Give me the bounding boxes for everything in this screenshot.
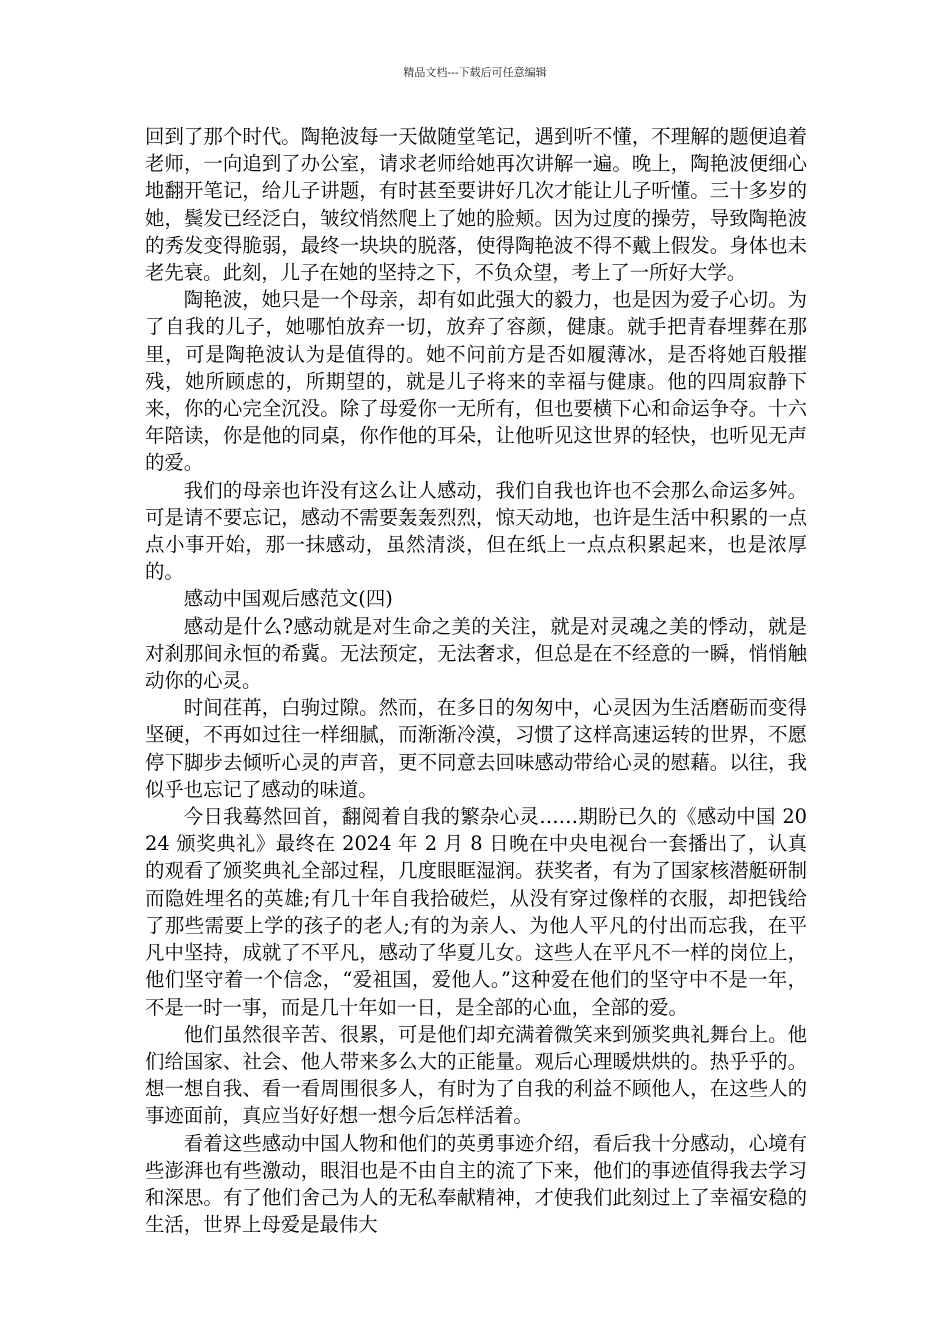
paragraph: 感动是什么?感动就是对生命之美的关注，就是对灵魂之美的悸动，就是对刹那间永恒的希冀。无法预定，无法奢求，但总是在不经意的一瞬，悄悄触动你的心灵。: [145, 614, 807, 693]
page-header: 精品文档---下载后可任意编辑: [403, 66, 547, 79]
paragraph: 他们虽然很辛苦、很累，可是他们却充满着微笑来到颁奖典礼舞台上。他们给国家、社会、他人带来多么大的正能量。观后心理暖烘烘的。热乎乎的。想一想自我、看一看周围很多人，有时为了自我的利益不顾他人，在这些人的事迹面前，真应当好好想一想今后怎样活着。: [145, 1022, 807, 1128]
paragraph: 我们的母亲也许没有这么让人感动，我们自我也许也不会那么命运多舛。可是请不要忘记，感动不需要轰轰烈烈，惊天动地，也许是生活中积累的一点点小事开始，那一抹感动，虽然清淡，但在纸上一点点积累起来，也是浓厚的。: [145, 478, 807, 584]
paragraph: 今日我蓦然回首，翻阅着自我的繁杂心灵……期盼已久的《感动中国 2024 颁奖典礼》最终在 2024 年 2 月 8 日晚在中央电视台一套播出了，认真的观看了颁奖典礼全部过程，几度眼眶湿润。获奖者，有为了国家核潜艇研制而隐姓埋名的英雄;有几十年自我拾破烂，从没有穿过像样的衣服，却把钱给了那些需要上学的孩子的老人;有的为亲人、为他人平凡的付出而忘我，在平凡中坚持，成就了不平凡，感动了华夏儿女。这些人在平凡不一样的岗位上，他们坚守着一个信念，“爱祖国，爱他人。”这种爱在他们的坚守中不是一年，不是一时一事，而是几十年如一日，是全部的心血，全部的爱。: [145, 805, 807, 1019]
paragraph: 看着这些感动中国人物和他们的英勇事迹介绍，看后我十分感动，心境有些澎湃也有些激动，眼泪也是不由自主的流了下来，他们的事迹值得我去学习和深思。有了他们舍己为人的无私奉献精神，才使我们此刻过上了幸福安稳的生活，世界上母爱是最伟大: [145, 1131, 807, 1237]
paragraph: 时间荏苒，白驹过隙。然而，在多日的匆匆中，心灵因为生活磨砺而变得坚硬，不再如过往一样细腻，而渐渐冷漠，习惯了这样高速运转的世界，不愿停下脚步去倾听心灵的声音，更不同意去回味感动带给心灵的慰藉。以往，我似乎也忘记了感动的味道。: [145, 696, 807, 801]
section-heading: 感动中国观后感范文(四): [183, 587, 393, 611]
paragraph-continued: 回到了那个时代。陶艳波每一天做随堂笔记，遇到听不懂，不理解的题便追着老师，一向追到了办公室，请求老师给她再次讲解一遍。晚上，陶艳波便细心地翻开笔记，给儿子讲题，有时甚至要讲好几次才能让儿子听懂。三十多岁的她，鬓发已经泛白，皱纹悄然爬上了她的脸颊。因为过度的操劳，导致陶艳波的秀发变得脆弱，最终一块块的脱落，使得陶艳波不得不戴上假发。身体也未老先衰。此刻，儿子在她的坚持之下，不负众望，考上了一所好大学。: [145, 125, 807, 285]
document-body: [145, 123, 807, 1238]
paragraph: 陶艳波，她只是一个母亲，却有如此强大的毅力，也是因为爱子心切。为了自我的儿子，她哪怕放弃一切，放弃了容颜，健康。就手把青春埋葬在那里，可是陶艳波认为是值得的。她不问前方是否如履薄冰，是否将她百般摧残，她所顾虑的，所期望的，就是儿子将来的幸福与健康。他的四周寂静下来，你的心完全沉没。除了母爱你一无所有，但也要横下心和命运争夺。十六年陪读，你是他的同桌，你作他的耳朵，让他听见这世界的轻快，也听见无声的爱。: [145, 288, 807, 475]
